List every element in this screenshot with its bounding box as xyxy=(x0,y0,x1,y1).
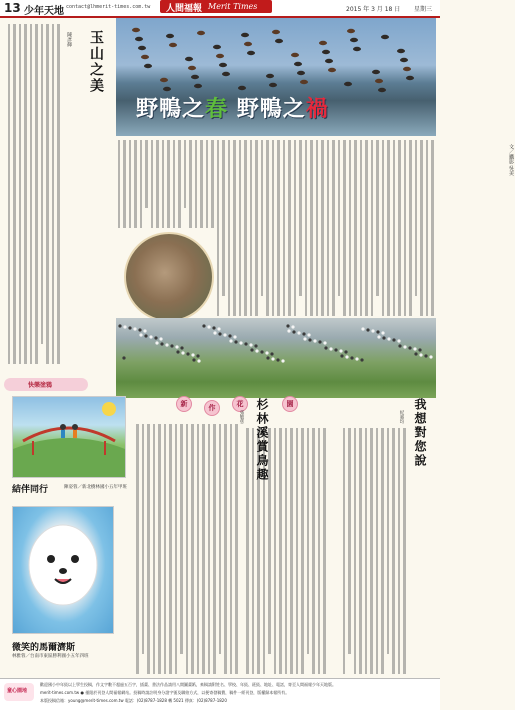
art-banner-label: 快樂塗鴉 xyxy=(28,382,53,389)
duck-silhouette xyxy=(350,38,358,42)
duck-silhouette xyxy=(406,76,414,80)
lower-left-text xyxy=(132,424,240,674)
bird-silhouette xyxy=(176,350,179,353)
text-column xyxy=(129,140,132,228)
bird-silhouette xyxy=(381,331,384,334)
bird-silhouette xyxy=(155,341,158,344)
bird-silhouette xyxy=(154,336,157,339)
bird-silhouette xyxy=(387,337,390,340)
text-column xyxy=(279,428,282,674)
art1-title: 結伴同行 xyxy=(12,485,49,495)
text-column xyxy=(307,428,310,654)
text-column xyxy=(343,140,346,316)
bird-silhouette xyxy=(244,342,247,345)
duck-silhouette xyxy=(194,84,202,88)
bird-silhouette xyxy=(165,343,168,346)
duck-silhouette xyxy=(319,41,327,45)
bird-silhouette xyxy=(233,335,236,338)
text-column xyxy=(321,140,324,316)
text-column xyxy=(312,428,315,674)
duck-silhouette xyxy=(241,33,249,37)
duck-silhouette xyxy=(325,59,333,63)
bird-silhouette xyxy=(271,357,274,360)
text-column xyxy=(431,140,434,316)
bird-silhouette xyxy=(287,329,290,332)
bird-silhouette xyxy=(128,326,131,329)
bird-silhouette xyxy=(202,324,205,327)
wish-author: 紀嘉均 xyxy=(399,410,404,424)
footer-logo-label: 童心園地 xyxy=(7,688,28,694)
headline-highlight-spring: 春 xyxy=(205,96,229,122)
bird-silhouette xyxy=(392,338,395,341)
text-column xyxy=(420,140,423,316)
bird-silhouette xyxy=(139,333,142,336)
bird-silhouette xyxy=(339,349,342,352)
text-column xyxy=(224,424,227,674)
duck-silhouette xyxy=(222,72,230,76)
duck-silhouette xyxy=(300,80,308,84)
text-column xyxy=(57,24,60,364)
text-column xyxy=(244,140,247,316)
bird-silhouette xyxy=(329,347,332,350)
childrens-drawing-dog xyxy=(12,506,114,634)
art1-credit: 陳姿蓉／新北樹林國小五年甲班 xyxy=(64,485,127,490)
duck-silhouette xyxy=(291,53,299,57)
text-column xyxy=(217,140,220,316)
bird-silhouette xyxy=(308,338,311,341)
lower-article-left xyxy=(132,404,240,674)
bird-silhouette xyxy=(255,349,258,352)
bird-silhouette xyxy=(307,333,310,336)
text-column xyxy=(318,428,321,674)
text-column xyxy=(360,140,363,316)
bird-silhouette xyxy=(414,352,417,355)
headline-part2: 野鴨之 xyxy=(236,96,306,122)
text-column xyxy=(409,140,412,316)
text-column xyxy=(219,424,222,654)
contact-email[interactable]: contact@lhmerit-times.com.tw xyxy=(66,4,151,10)
duck-closeup-photo xyxy=(124,232,214,322)
text-column xyxy=(381,428,384,674)
duck-silhouette xyxy=(328,68,336,72)
bird-silhouette xyxy=(196,354,199,357)
bird-silhouette xyxy=(291,325,294,328)
text-column xyxy=(46,24,49,364)
bird-silhouette xyxy=(143,329,146,332)
weekday: 星期三 xyxy=(414,6,433,13)
bird-silhouette xyxy=(334,348,337,351)
duck-silhouette xyxy=(381,35,389,39)
text-column xyxy=(151,140,154,228)
bird-silhouette xyxy=(276,358,279,361)
poem-author: 陳彥輝 xyxy=(66,32,72,47)
bird-silhouette xyxy=(323,341,326,344)
text-column xyxy=(255,140,258,316)
text-column xyxy=(140,140,143,228)
bird-silhouette xyxy=(361,327,364,330)
text-column xyxy=(338,140,341,296)
duck-silhouette xyxy=(375,79,383,83)
text-column xyxy=(118,140,121,228)
text-column xyxy=(195,140,198,228)
bird-silhouette xyxy=(175,345,178,348)
bird-silhouette xyxy=(345,355,348,358)
duck-silhouette xyxy=(294,62,302,66)
duck-silhouette xyxy=(197,31,205,35)
bird-silhouette xyxy=(429,355,432,358)
text-column xyxy=(41,24,44,344)
text-column xyxy=(301,428,304,674)
text-column xyxy=(359,428,362,674)
duck-silhouette xyxy=(135,37,143,41)
text-column xyxy=(387,140,390,316)
bird-silhouette xyxy=(366,328,369,331)
text-column xyxy=(239,140,242,316)
text-column xyxy=(173,140,176,228)
bird-silhouette xyxy=(180,346,183,349)
art2-credit: 林雅蓉／台南市東區勝利國小五年四班 xyxy=(12,654,89,659)
bird-silhouette xyxy=(170,344,173,347)
duck-silhouette xyxy=(216,54,224,58)
garden-marker-3: 花 xyxy=(232,396,248,412)
text-column xyxy=(222,140,225,296)
text-column xyxy=(136,424,139,674)
garden-marker-2: 作 xyxy=(204,400,220,416)
garden-marker-1: 新 xyxy=(176,396,192,412)
text-column xyxy=(398,428,401,674)
sanlin-author: 張敏慈 xyxy=(239,410,244,424)
maltese-dog-drawing xyxy=(13,507,113,633)
text-column xyxy=(285,428,288,674)
text-column xyxy=(19,24,22,364)
bird-silhouette xyxy=(181,351,184,354)
bird-silhouette xyxy=(297,331,300,334)
text-column xyxy=(266,140,269,316)
bird-silhouette xyxy=(250,348,253,351)
bird-silhouette xyxy=(260,350,263,353)
duck-silhouette xyxy=(144,64,152,68)
bird-silhouette xyxy=(144,334,147,337)
bird-silhouette xyxy=(398,344,401,347)
bird-silhouette xyxy=(303,337,306,340)
bird-silhouette xyxy=(355,357,358,360)
bird-silhouette xyxy=(228,334,231,337)
art2-title: 微笑的馬爾濟斯 xyxy=(12,643,76,653)
text-column xyxy=(235,424,238,674)
text-column xyxy=(404,140,407,316)
bird-silhouette xyxy=(270,352,273,355)
duck-silhouette xyxy=(166,34,174,38)
text-column xyxy=(392,428,395,674)
bird-silhouette xyxy=(344,350,347,353)
bird-silhouette xyxy=(419,353,422,356)
text-column xyxy=(294,140,297,316)
bird-silhouette xyxy=(376,330,379,333)
text-column xyxy=(323,428,326,674)
duck-silhouette xyxy=(297,71,305,75)
bird-silhouette xyxy=(234,340,237,343)
text-column xyxy=(175,424,178,674)
text-column xyxy=(354,428,357,674)
bird-silhouette xyxy=(382,336,385,339)
text-column xyxy=(162,140,165,228)
text-column xyxy=(376,428,379,674)
poem-article xyxy=(4,20,112,370)
text-column xyxy=(332,140,335,316)
text-column xyxy=(348,428,351,654)
text-column xyxy=(211,140,214,228)
text-column xyxy=(156,140,159,228)
text-column xyxy=(296,428,299,674)
text-column xyxy=(354,140,357,316)
text-column xyxy=(274,428,277,674)
text-column xyxy=(164,424,167,674)
wetland-birds-photo xyxy=(116,318,436,398)
masthead-english: Merit Times xyxy=(208,2,258,11)
duck-silhouette xyxy=(353,47,361,51)
bird-silhouette xyxy=(313,339,316,342)
garden-marker-4: 園 xyxy=(282,396,298,412)
text-column xyxy=(142,424,145,654)
text-column xyxy=(197,424,200,674)
text-column xyxy=(290,428,293,674)
text-column xyxy=(24,24,27,364)
poem-title: 玉山之美 xyxy=(88,30,104,94)
duck-silhouette xyxy=(247,51,255,55)
bird-silhouette xyxy=(371,329,374,332)
text-column xyxy=(299,140,302,296)
text-column xyxy=(398,140,401,316)
bird-silhouette xyxy=(403,345,406,348)
text-column xyxy=(310,140,313,316)
text-column xyxy=(169,424,172,674)
headline-highlight-disaster: 禍 xyxy=(305,96,329,122)
duck-silhouette xyxy=(344,82,352,86)
text-column xyxy=(246,428,249,674)
text-column xyxy=(261,140,264,296)
text-column xyxy=(370,428,373,674)
hero-headline xyxy=(136,92,329,123)
duck-silhouette xyxy=(403,67,411,71)
bird-silhouette xyxy=(292,330,295,333)
text-column xyxy=(134,140,137,228)
bird-silhouette xyxy=(340,354,343,357)
duck-silhouette xyxy=(272,30,280,34)
bird-silhouette xyxy=(160,342,163,345)
duck-silhouette xyxy=(132,28,140,32)
bird-silhouette xyxy=(191,353,194,356)
issue-date: 2015 年 3 月 18 日 xyxy=(346,6,401,13)
text-column xyxy=(403,428,406,674)
bird-silhouette xyxy=(123,325,126,328)
duck-silhouette xyxy=(169,43,177,47)
text-column xyxy=(250,140,253,316)
bird-silhouette xyxy=(418,348,421,351)
bird-silhouette xyxy=(217,327,220,330)
duck-silhouette xyxy=(219,63,227,67)
bird-silhouette xyxy=(286,324,289,327)
duck-silhouette xyxy=(400,58,408,62)
duck-silhouette xyxy=(372,70,380,74)
text-column xyxy=(277,140,280,316)
text-column xyxy=(213,424,216,674)
bird-silhouette xyxy=(302,332,305,335)
text-column xyxy=(393,140,396,316)
bird-silhouette xyxy=(138,328,141,331)
bird-silhouette xyxy=(413,347,416,350)
text-column xyxy=(272,140,275,316)
bird-silhouette xyxy=(377,335,380,338)
duck-silhouette xyxy=(188,66,196,70)
duck-silhouette xyxy=(269,83,277,87)
duck-silhouette xyxy=(191,75,199,79)
article-byline: 文／攝影 吳美 xyxy=(508,144,514,176)
bird-flock-illustration xyxy=(116,318,436,398)
duck-silhouette xyxy=(238,86,246,90)
bird-silhouette xyxy=(186,352,189,355)
text-column xyxy=(147,424,150,674)
text-column xyxy=(202,424,205,674)
text-column xyxy=(349,140,352,316)
text-column xyxy=(382,140,385,316)
bird-silhouette xyxy=(207,325,210,328)
footer-submission-info: 歡迎國小中年級以上學生投稿，作文字數不超過五百字，插畫、書法作品請用八開圖畫紙，來稿請附姓名、學校、年級、班級、地址、電話，寄至人間福報少年天地版。 xyxy=(40,682,336,687)
bird-silhouette xyxy=(239,341,242,344)
text-column xyxy=(167,140,170,228)
bird-silhouette xyxy=(122,356,125,359)
text-column xyxy=(305,140,308,316)
duck-silhouette xyxy=(347,29,355,33)
text-column xyxy=(426,140,429,316)
text-column xyxy=(35,24,38,364)
bird-silhouette xyxy=(229,339,232,342)
duck-silhouette xyxy=(266,74,274,78)
text-column xyxy=(327,140,330,316)
duck-silhouette xyxy=(322,50,330,54)
bird-silhouette xyxy=(149,335,152,338)
duck-silhouette xyxy=(397,49,405,53)
text-column xyxy=(30,24,33,364)
bird-silhouette xyxy=(212,326,215,329)
bird-silhouette xyxy=(192,358,195,361)
duck-silhouette xyxy=(138,46,146,50)
bird-silhouette xyxy=(350,356,353,359)
text-column xyxy=(230,424,233,674)
text-column xyxy=(158,424,161,674)
bridge-drawing xyxy=(13,397,125,477)
bird-silhouette xyxy=(424,354,427,357)
text-column xyxy=(184,140,187,208)
bird-silhouette xyxy=(213,331,216,334)
text-column xyxy=(153,424,156,674)
bird-silhouette xyxy=(254,344,257,347)
text-column xyxy=(365,140,368,316)
bird-silhouette xyxy=(397,339,400,342)
bird-silhouette xyxy=(118,324,121,327)
text-column xyxy=(206,140,209,228)
page-number: 13 xyxy=(4,1,21,15)
sanlin-title: 杉林溪賞鳥趣 xyxy=(255,398,269,482)
bird-silhouette xyxy=(223,333,226,336)
bird-silhouette xyxy=(281,359,284,362)
childrens-drawing-bridge xyxy=(12,396,126,478)
bird-silhouette xyxy=(159,337,162,340)
text-column xyxy=(8,24,11,364)
text-column xyxy=(316,140,319,316)
text-column xyxy=(52,24,55,364)
footer-contact-info: 本版投稿信箱：young@merit-times.com.tw 電話：(02)8787-1828 轉 5021 傳真：(02)8787-1820 xyxy=(40,698,227,703)
bird-silhouette xyxy=(133,327,136,330)
text-column xyxy=(180,424,183,654)
footer-website-info: merit-times.com.tw ● 僅限於刊登人間福報網站。投稿時請註明身分證字號及聯絡方式，以便寄發稿費，稿件一經刊登，版權歸本報所有。 xyxy=(40,690,290,695)
text-column xyxy=(123,140,126,228)
bird-silhouette xyxy=(408,346,411,349)
text-column xyxy=(178,140,181,228)
text-column xyxy=(376,140,379,296)
text-column xyxy=(228,140,231,316)
duck-silhouette xyxy=(378,88,386,92)
text-column xyxy=(145,140,148,208)
masthead-logo xyxy=(160,0,272,13)
bird-silhouette xyxy=(318,340,321,343)
bird-silhouette xyxy=(360,358,363,361)
duck-silhouette xyxy=(163,87,171,91)
bird-silhouette xyxy=(324,346,327,349)
duck-silhouette xyxy=(213,45,221,49)
bird-silhouette xyxy=(249,343,252,346)
text-column xyxy=(233,140,236,316)
duck-silhouette xyxy=(141,55,149,59)
text-column xyxy=(186,424,189,674)
masthead-chinese: 人間福報 xyxy=(166,4,203,14)
wish-text xyxy=(342,428,408,674)
text-column xyxy=(365,428,368,674)
duck-silhouette xyxy=(244,42,252,46)
text-column xyxy=(191,424,194,674)
headline-part1: 野鴨之 xyxy=(136,96,206,122)
text-column xyxy=(415,140,418,296)
text-column xyxy=(343,428,346,674)
text-column xyxy=(13,24,16,364)
text-column xyxy=(208,424,211,674)
text-column xyxy=(288,140,291,316)
text-column xyxy=(387,428,390,654)
duck-silhouette xyxy=(185,57,193,61)
text-column xyxy=(189,140,192,228)
poem-body-text xyxy=(4,24,62,364)
duck-silhouette xyxy=(160,78,168,82)
text-column xyxy=(200,140,203,228)
wish-title: 我想對您說 xyxy=(413,398,427,468)
text-column xyxy=(283,140,286,316)
bird-silhouette xyxy=(218,332,221,335)
duck-silhouette xyxy=(275,39,283,43)
bird-silhouette xyxy=(197,359,200,362)
bird-silhouette xyxy=(265,351,268,354)
text-column xyxy=(371,140,374,316)
section-name: 少年天地 xyxy=(24,6,64,17)
bird-silhouette xyxy=(266,356,269,359)
